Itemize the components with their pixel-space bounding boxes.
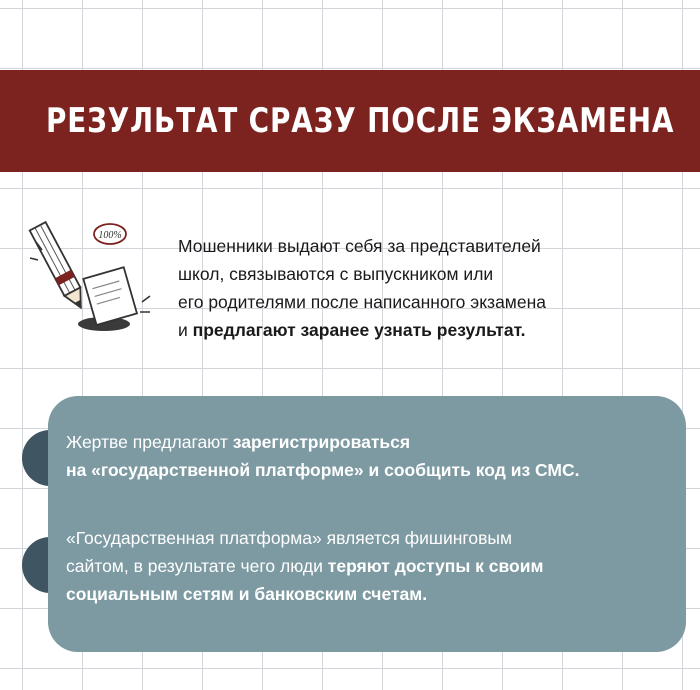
card-p2-line-3-bold: социальным сетям и банковским счетам.	[66, 584, 428, 604]
card-p1-bold-1: зарегистрироваться	[232, 432, 411, 452]
header-banner	[0, 70, 700, 172]
card-p2-line-2-prefix: сайтом, в результате чего люди	[66, 556, 328, 576]
intro-line-prefix: и	[178, 320, 193, 340]
card-p2-line-2-bold: теряют доступы к своим	[327, 556, 544, 576]
badge-text: 100%	[98, 230, 122, 241]
intro-line	[178, 316, 678, 344]
intro-line-emphasis: предлагают заранее узнать результат.	[192, 320, 526, 340]
info-card	[48, 396, 686, 652]
pencil-and-paper-icon	[22, 212, 154, 342]
card-paragraph-2	[66, 524, 666, 608]
intro-line: Мошенники выдают себя за представителей	[178, 236, 541, 256]
card-paragraph-1	[66, 428, 666, 484]
intro-line: школ, связываются с выпускником или	[178, 264, 494, 284]
intro-line: его родителями после написанного экзамена	[178, 292, 546, 312]
card-p1-bold-2: на «государственной платформе» и сообщить код из СМС.	[66, 460, 580, 480]
intro-text	[178, 232, 678, 344]
page-title: РЕЗУЛЬТАТ СРАЗУ ПОСЛЕ ЭКЗАМЕНА	[45, 101, 675, 141]
card-p1-prefix: Жертве предлагают	[66, 432, 233, 452]
card-p2-line-1: «Государственная платформа» является фишинговым	[66, 528, 513, 548]
